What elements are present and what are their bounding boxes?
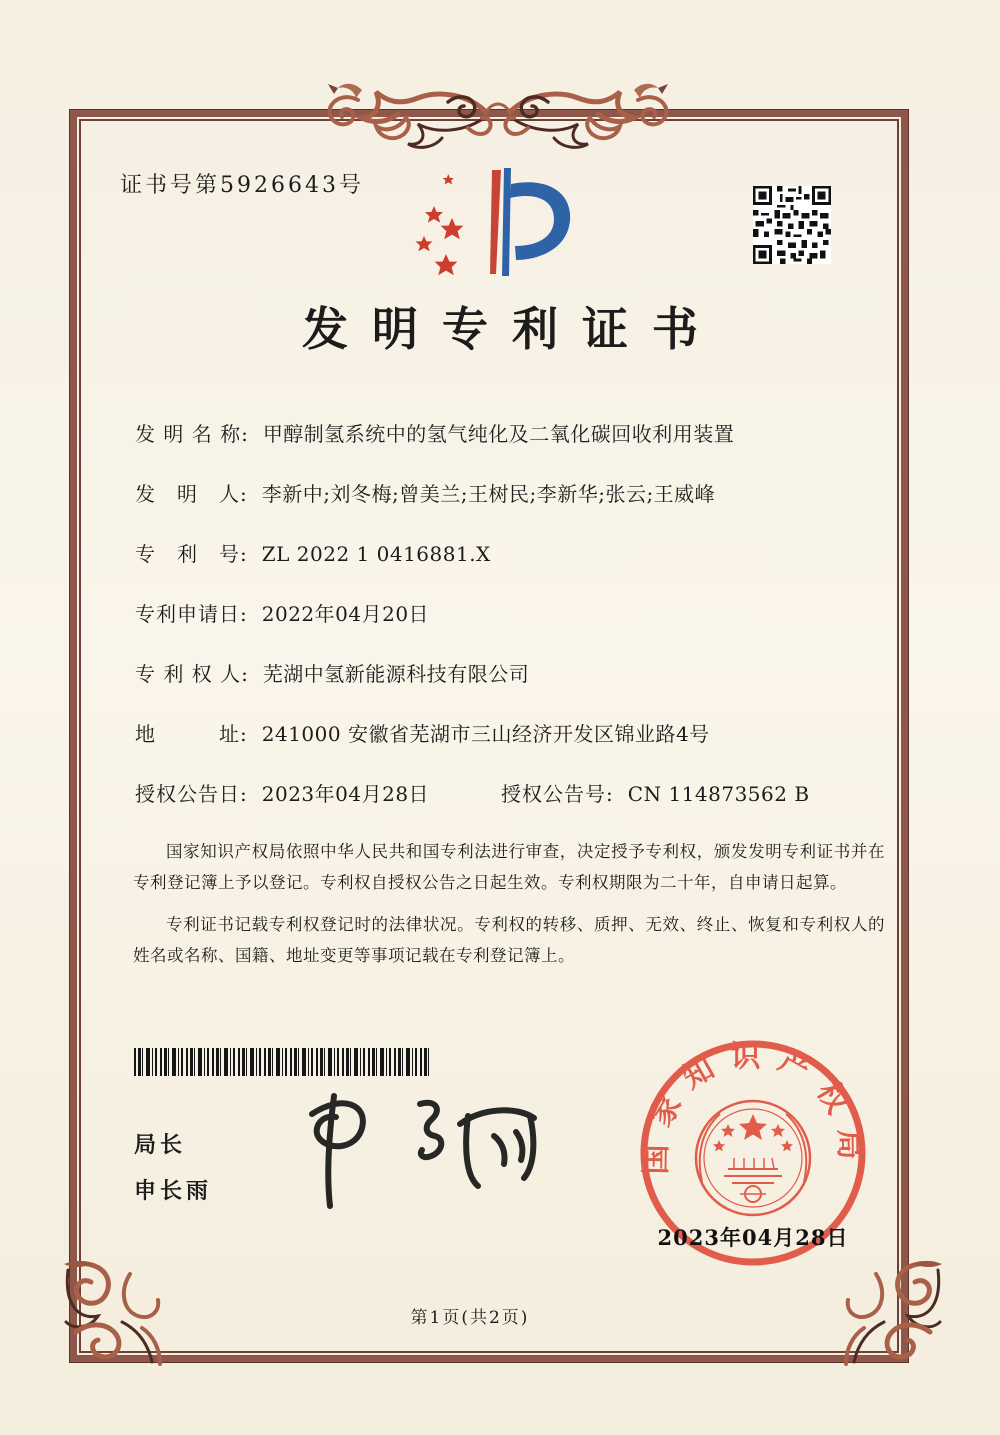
field-value: 芜湖中氢新能源科技有限公司 xyxy=(262,662,530,686)
field-label: 地 址: xyxy=(135,722,248,746)
seal-text: 国家知识产权局 xyxy=(638,1039,868,1175)
page-footer: 第1页(共2页) xyxy=(410,1308,530,1328)
field-value: 2023年04月28日 xyxy=(261,782,430,806)
director-title: 局长 xyxy=(134,1133,187,1158)
director-signature-icon xyxy=(272,1082,552,1217)
field-label: 专利申请日: xyxy=(135,602,248,626)
svg-text:国家知识产权局 xyxy=(639,1040,868,1175)
grant-date-pair xyxy=(135,780,429,808)
field-label: 授权公告号: xyxy=(501,782,614,806)
field-row-patentee xyxy=(135,660,883,720)
field-value: 甲醇制氢系统中的氢气纯化及二氧化碳回收利用装置 xyxy=(262,422,735,446)
field-value: CN 114873562 B xyxy=(627,782,810,806)
field-row-filing-date xyxy=(135,600,883,660)
barcode xyxy=(134,1048,430,1076)
field-label: 专 利 号: xyxy=(135,542,248,566)
field-value: 241000 安徽省芜湖市三山经济开发区锦业路4号 xyxy=(261,722,710,746)
dragon-ornament-icon xyxy=(318,72,678,154)
field-label: 发 明 人: xyxy=(135,482,248,506)
certificate-fields xyxy=(135,420,883,840)
field-row-invention-name xyxy=(135,420,883,480)
field-value: 李新中;刘冬梅;曾美兰;王树民;李新华;张云;王威峰 xyxy=(261,482,716,506)
field-row-patent-number xyxy=(135,540,883,600)
field-row-grant-date xyxy=(135,780,883,840)
field-row-address xyxy=(135,720,883,780)
grant-number-pair xyxy=(501,780,810,808)
field-label: 专 利 权 人: xyxy=(135,662,249,686)
field-row-inventors xyxy=(135,480,883,540)
legal-text xyxy=(133,836,885,982)
seal-date: 2023年04月28日 xyxy=(657,1225,849,1250)
legal-paragraph-1: 国家知识产权局依照中华人民共和国专利法进行审查，决定授予专利权，颁发发明专利证书并在专利登记簿上予以登记。专利权自授权公告之日起生效。专利权期限为二十年，自申请日起算。 xyxy=(133,842,885,892)
field-value: 2022年04月20日 xyxy=(261,602,430,626)
director-name: 申长雨 xyxy=(134,1179,213,1204)
field-value: ZL 2022 1 0416881.X xyxy=(261,542,491,566)
official-seal xyxy=(636,1036,870,1270)
field-label: 授权公告日: xyxy=(135,782,248,806)
certificate-number: 证书号第5926643号 xyxy=(120,173,364,198)
qr-code-icon xyxy=(753,186,831,264)
cnipa-logo-icon xyxy=(412,162,572,292)
field-label: 发 明 名 称: xyxy=(135,422,249,446)
page-title: 发明专利证书 xyxy=(302,302,722,356)
legal-paragraph-2: 专利证书记载专利权登记时的法律状况。专利权的转移、质押、无效、终止、恢复和专利权人的姓名或名称、国籍、地址变更等事项记载在专利登记簿上。 xyxy=(133,915,885,965)
